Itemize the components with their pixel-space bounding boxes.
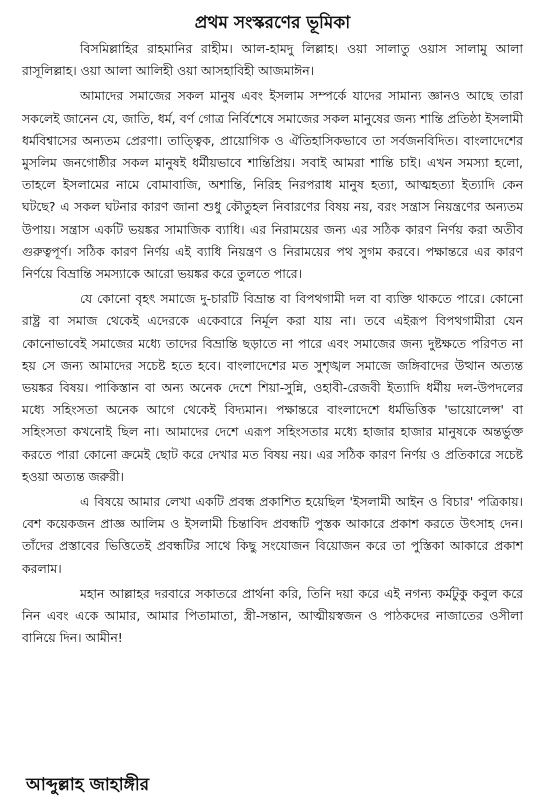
preface-body — [22, 38, 523, 649]
author-signature: আব্দুল্লাহ জাহাঙ্গীর — [26, 775, 150, 795]
paragraph-opening: বিসমিল্লাহির রাহমানির রাহীম। আল-হামদু লিল্লাহ। ওয়া সালাতু ওয়াস সালামু আলা রাসূলিল্লাহ। ওয়া আলা আলিহী ওয়া আসহাবিহী আজমাঈন। — [22, 41, 523, 79]
paragraph-prayer: মহান আল্লাহর দরবারে সকাতরে প্রার্থনা করি, তিনি দয়া করে এই নগন্য কর্মটুকু কবুল করে নিন এবং একে আমার, আমার পিতামাতা, স্ত্রী-সন্তান, আত্মীয়স্বজন ও পাঠকদের নাজাতের ওসীলা বানিয়ে দিন। আমীন! — [22, 585, 523, 646]
page-title: প্রথম সংস্করণের ভূমিকা — [194, 13, 351, 33]
paragraph-peace: আমাদের সমাজের সকল মানুষ এবং ইসলাম সম্পর্কে যাদের সামান্য জ্ঞানও আছে তারা সকলেই জানেন যে, জাতি, ধর্ম, বর্ণ গোত্র নির্বিশেষে সমাজের সকল মানুষের জন্য শান্তি প্রতিষ্ঠা ইসলামী ধর্মবিশ্বাসের অন্যতম প্রেরণা। তাত্ত্বিক, প্রায়োগিক ও ঐতিহাসিকভাবে তা সর্বজনবিদিত। বাংলাদেশের মুসলিম জনগোষ্ঠীর সকল মানুষই ধর্মীয়ভাবে শান্তিপ্রিয়। সবাই আমরা শান্তি চাই। এখন সমস্যা হলো, তাহলে ইসলামের নামে বোমাবাজি, অশান্তি, নিরিহ নিরপরাধ মানুষ হত্যা, আত্মহত্যা ইত্যাদি কেন ঘটছে? এ সকল ঘটনার কারণ জানা শুধু কৌতুহল নিবারণের বিষয় নয়, বরং সন্ত্রাস নিয়ন্ত্রণের অন্যতম উপায়। সন্ত্রাস একটি ভয়ঙ্কর সামাজিক ব্যাধি। এর নিরাময়ের জন্য এর সঠিক কারণ নির্ণয় করা অতীব গুরুত্বপূর্ণ। সঠিক কারণ নির্ণয় এই ব্যাধি নিয়ন্ত্রণ ও নিরাময়ের পথ সুগম করবে। পক্ষান্তরে এর কারণ নির্ণয়ে বিভ্রান্তি সমস্যাকে আরো ভয়ঙ্কর করে তুলতে পারে। — [22, 88, 523, 282]
paragraph-society: যে কোনো বৃহৎ সমাজে দু-চারটি বিভ্রান্ত বা বিপথগামী দল বা ব্যক্তি থাকতে পারে। কোনো রাষ্ট্র বা সমাজ থেকেই এদেরকে একেবারে নির্মূল করা যায় না। তবে এইরূপ বিপথগামীরা যেন কোনোভাবেই সমাজের মধ্যে তাদের বিভ্রান্তি ছড়াতে না পারে এবং সমাজের জন্য দুষ্টক্ষতে পরিণত না হয় সে জন্য আমাদের সচেষ্ট হতে হবে। বাংলাদেশের মত সুশৃঙ্খল সমাজে জঙ্গিবাদের উত্থান অত্যন্ত ভয়ঙ্কর বিষয়। পাকিস্তান বা অন্য অনেক দেশে শিয়া-সুন্নি, ওহাবী-রেজবী ইত্যাদি ধর্মীয় দল-উপদলের মধ্যে সহিংসতা অনেক আগে থেকেই বিদ্যমান। পক্ষান্তরে বাংলাদেশে ধর্মভিত্তিক 'ভায়োলেন্স' বা সহিংসতা কখনোই ছিল না। আমাদের দেশে এরূপ সহিংসতার মধ্যে হাজার হাজার মানুষকে অন্তর্ভুক্ত করতে পারা কোনো ক্রমেই ছোট করে দেখার মত বিষয় নয়। এর সঠিক কারণ নির্ণয় ও প্রতিকারে সচেষ্ট হওয়া অত্যন্ত জরুরী। — [22, 291, 523, 484]
paragraph-article: এ বিষয়ে আমার লেখা একটি প্রবন্ধ প্রকাশিত হয়েছিল 'ইসলামী আইন ও বিচার' পত্রিকায়। বেশ কয়েকজন প্রাজ্ঞ আলিম ও ইসলামী চিন্তাবিদ প্রবন্ধটি পুস্তক আকারে প্রকাশ করতে উৎসাহ দেন। তাঁদের প্রস্তাবের ভিত্তিতেই প্রবন্ধটির সাথে কিছু সংযোজন বিয়োজন করে তা পুস্তিকা আকারে প্রকাশ করলাম। — [22, 494, 523, 576]
